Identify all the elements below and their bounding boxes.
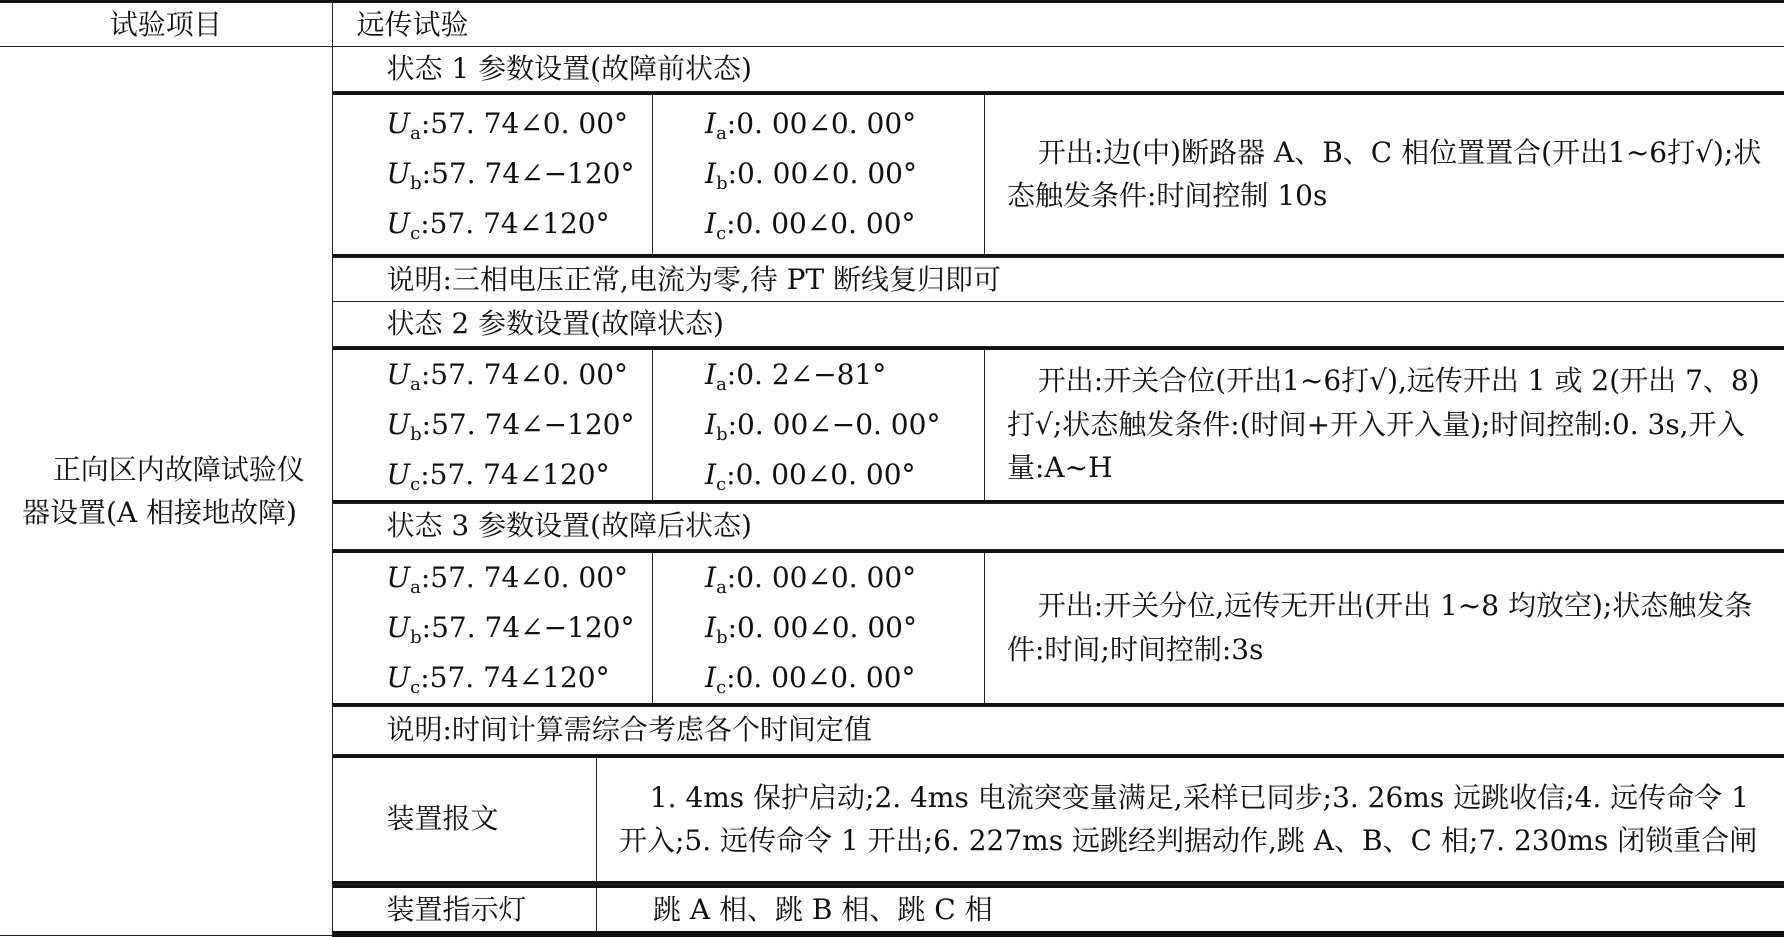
- state2-ub: $U_b:57$. 74∠−120°: [387, 400, 653, 450]
- state1-voltages: [333, 93, 653, 255]
- state2-title: 状态 2 参数设置(故障状态): [332, 302, 1784, 346]
- note1: 说明:三相电压正常,电流为零,待 PT 断线复归即可: [332, 257, 1784, 301]
- report-text: 1. 4ms 保护启动;2. 4ms 电流突变量满足,采样已同步;3. 26ms 远跳收信;4. 远传命令 1 开入;5. 远传命令 1 开出;6. 227ms 远跳经判据动作,跳 A、B、C 相;7. 230ms 闭锁重合闸: [619, 776, 1764, 863]
- report-label: 装置报文: [333, 756, 597, 882]
- state2-voltages: [333, 348, 653, 501]
- state2-ic: $I_c:0$. 00∠0. 00°: [705, 450, 984, 500]
- state3-title: 状态 3 参数设置(故障后状态): [332, 503, 1784, 549]
- state3-desc-cell: [985, 551, 1784, 704]
- state3-ub: $U_b:57$. 74∠−120°: [387, 603, 653, 653]
- header-row: [0, 2, 1784, 47]
- row-label: 正向区内故障试验仪器设置(A 相接地故障): [22, 448, 310, 535]
- state3-ua: $U_a:57$. 74∠0. 00°: [387, 553, 653, 603]
- state1-ia: $I_a:0$. 00∠0. 00°: [705, 99, 984, 149]
- note2: 说明:时间计算需综合考虑各个时间定值: [332, 706, 1784, 754]
- state3-desc: 开出:开关分位,远传无开出(开出 1~8 均放空);状态触发条件:时间;时间控制:3s: [1007, 584, 1762, 671]
- report-text-cell: [597, 756, 1784, 882]
- indicator-text: 跳 A 相、跳 B 相、跳 C 相: [597, 886, 1784, 932]
- row-label-cell: [0, 47, 332, 936]
- state2-desc-cell: [985, 348, 1784, 501]
- state3-ic: $I_c:0$. 00∠0. 00°: [705, 653, 984, 703]
- state1-ic: $I_c:0$. 00∠0. 00°: [705, 199, 984, 249]
- state3-currents: [653, 551, 985, 704]
- state1-desc: 开出:边(中)断路器 A、B、C 相位置置合(开出1~6打√);状态触发条件:时间控制 10s: [1007, 131, 1762, 218]
- state1-desc-cell: [985, 93, 1784, 255]
- state3-ib: $I_b:0$. 00∠0. 00°: [705, 603, 984, 653]
- state1-title: 状态 1 参数设置(故障前状态): [332, 47, 1784, 91]
- state2-params: [332, 346, 1784, 503]
- state1-uc: $U_c:57$. 74∠120°: [387, 199, 653, 249]
- indicator-label: 装置指示灯: [333, 886, 597, 932]
- state2-ib: $I_b:0$. 00∠−0. 00°: [705, 400, 984, 450]
- header-test-type: 远传试验: [332, 2, 1784, 47]
- state1-currents: [653, 93, 985, 255]
- state1-ua: $U_a:57$. 74∠0. 00°: [387, 99, 653, 149]
- indicator-row: [332, 884, 1784, 935]
- state2-ua: $U_a:57$. 74∠0. 00°: [387, 350, 653, 400]
- state3-uc: $U_c:57$. 74∠120°: [387, 653, 653, 703]
- state1-ub: $U_b:57$. 74∠−120°: [387, 149, 653, 199]
- state2-ia: $I_a:0$. 2∠−81°: [705, 350, 984, 400]
- state3-voltages: [333, 551, 653, 704]
- state3-ia: $I_a:0$. 00∠0. 00°: [705, 553, 984, 603]
- state3-params: [332, 549, 1784, 706]
- report-row: [332, 754, 1784, 884]
- state2-currents: [653, 348, 985, 501]
- state2-desc: 开出:开关合位(开出1~6打√),远传开出 1 或 2(开出 7、8)打√;状态触发条件:(时间+开入开入量);时间控制:0. 3s,开入量:A~H: [1007, 359, 1762, 489]
- state1-ib: $I_b:0$. 00∠0. 00°: [705, 149, 984, 199]
- state1-params: [332, 91, 1784, 257]
- state2-uc: $U_c:57$. 74∠120°: [387, 450, 653, 500]
- header-test-item: 试验项目: [0, 2, 332, 47]
